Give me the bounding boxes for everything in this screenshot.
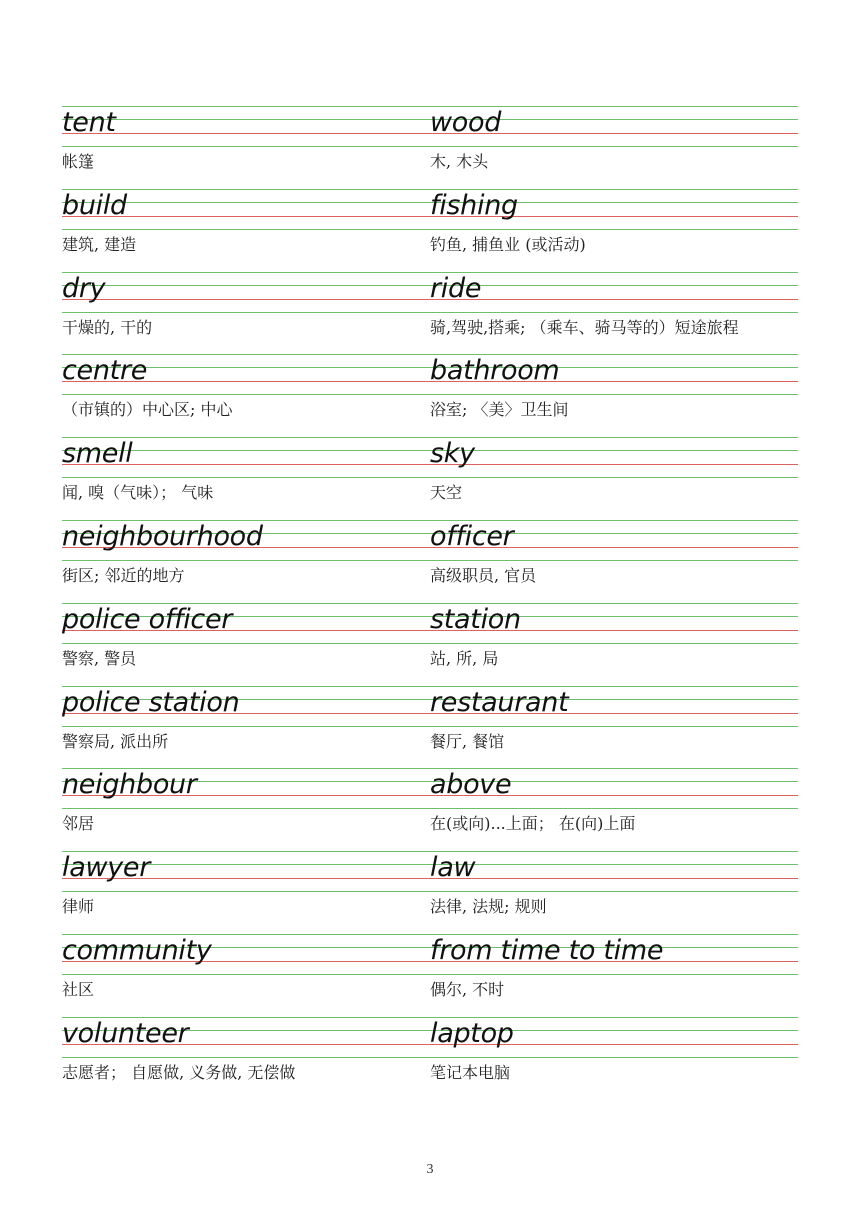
vocab-entry-right bbox=[430, 686, 798, 769]
chinese-meaning: 天空 bbox=[430, 483, 463, 503]
english-word: police station bbox=[62, 686, 240, 718]
english-word: from time to time bbox=[430, 934, 664, 966]
chinese-meaning: （市镇的）中心区; 中心 bbox=[62, 400, 233, 420]
chinese-meaning: 高级职员, 官员 bbox=[430, 565, 537, 585]
vocab-row bbox=[0, 354, 860, 437]
guide-rule bbox=[62, 119, 430, 120]
guide-rule bbox=[430, 726, 798, 727]
guide-rule bbox=[430, 229, 798, 230]
baseline-rule bbox=[430, 464, 798, 465]
chinese-meaning: 警察, 警员 bbox=[62, 648, 137, 668]
chinese-meaning: 社区 bbox=[62, 979, 95, 999]
chinese-meaning: 骑,驾驶,搭乘; （乘车、骑马等的）短途旅程 bbox=[430, 317, 739, 337]
chinese-meaning: 木, 木头 bbox=[430, 152, 489, 171]
handwriting-lines bbox=[0, 768, 430, 808]
vocab-entry-left bbox=[62, 189, 430, 272]
guide-rule bbox=[430, 891, 798, 892]
vocab-entry-right bbox=[430, 189, 798, 272]
guide-rule bbox=[62, 312, 430, 313]
handwriting-lines bbox=[430, 686, 798, 726]
english-word: lawyer bbox=[62, 852, 151, 884]
handwriting-lines bbox=[430, 520, 798, 560]
vocab-entry-right bbox=[430, 106, 798, 189]
vocab-entry-left bbox=[62, 437, 430, 520]
handwriting-lines bbox=[0, 1017, 430, 1057]
vocab-entry-right bbox=[430, 603, 798, 686]
english-word: police officer bbox=[62, 603, 233, 635]
guide-rule bbox=[430, 450, 798, 451]
english-word: dry bbox=[62, 272, 106, 304]
handwriting-lines bbox=[0, 189, 430, 229]
english-word: wood bbox=[430, 107, 502, 138]
vocab-entry-left bbox=[62, 272, 430, 355]
guide-rule bbox=[430, 394, 798, 395]
chinese-meaning: 闻, 嗅（气味）； 气味 bbox=[62, 483, 214, 503]
vocab-entry-right bbox=[430, 1017, 798, 1100]
page-number: 3 bbox=[426, 1162, 434, 1177]
chinese-meaning: 餐厅, 餐馆 bbox=[430, 731, 505, 751]
chinese-meaning: 律师 bbox=[62, 897, 95, 917]
handwriting-lines bbox=[0, 603, 430, 643]
guide-rule bbox=[62, 272, 430, 273]
vocab-row bbox=[0, 686, 860, 769]
vocab-entry-left bbox=[62, 851, 430, 934]
english-word: laptop bbox=[430, 1017, 514, 1049]
vocab-entry-right bbox=[430, 851, 798, 934]
handwriting-lines bbox=[0, 851, 430, 891]
guide-rule bbox=[62, 394, 430, 395]
english-word: neighbour bbox=[62, 769, 197, 801]
vocabulary-sheet bbox=[0, 106, 860, 1100]
vocab-row bbox=[0, 437, 860, 520]
handwriting-lines bbox=[0, 272, 430, 312]
baseline-rule bbox=[430, 299, 798, 300]
english-word: neighbourhood bbox=[62, 520, 263, 552]
handwriting-lines bbox=[0, 686, 430, 726]
guide-rule bbox=[62, 726, 430, 727]
vocab-entry-left bbox=[62, 686, 430, 769]
vocab-row bbox=[0, 1017, 860, 1100]
handwriting-lines bbox=[430, 272, 798, 312]
chinese-meaning: 站, 所, 局 bbox=[430, 648, 499, 668]
handwriting-lines bbox=[0, 354, 430, 394]
guide-rule bbox=[430, 272, 798, 273]
handwriting-lines bbox=[430, 437, 798, 477]
vocab-row bbox=[0, 603, 860, 686]
vocab-entry-right bbox=[430, 272, 798, 355]
chinese-meaning: 在(或向)...上面； 在(向)上面 bbox=[430, 814, 636, 834]
guide-rule bbox=[62, 560, 430, 561]
guide-rule bbox=[430, 1057, 798, 1058]
vocab-row bbox=[0, 768, 860, 851]
guide-rule bbox=[62, 477, 430, 478]
handwriting-lines bbox=[0, 934, 430, 974]
english-word: bathroom bbox=[430, 355, 560, 387]
handwriting-lines bbox=[430, 106, 798, 146]
vocab-entry-left bbox=[62, 354, 430, 437]
chinese-meaning: 邻居 bbox=[62, 814, 95, 834]
vocab-entry-left bbox=[62, 603, 430, 686]
vocab-entry-left bbox=[62, 934, 430, 1017]
chinese-meaning: 笔记本电脑 bbox=[430, 1062, 511, 1082]
english-word: above bbox=[430, 769, 512, 801]
guide-rule bbox=[430, 808, 798, 809]
vocab-entry-left bbox=[62, 1017, 430, 1100]
guide-rule bbox=[62, 974, 430, 975]
english-word: tent bbox=[62, 107, 116, 138]
chinese-meaning: 志愿者； 自愿做, 义务做, 无偿做 bbox=[62, 1062, 296, 1082]
chinese-meaning: 偶尔, 不时 bbox=[430, 979, 505, 999]
guide-rule bbox=[62, 643, 430, 644]
handwriting-lines bbox=[0, 520, 430, 560]
guide-rule bbox=[430, 560, 798, 561]
chinese-meaning: 干燥的, 干的 bbox=[62, 317, 153, 337]
handwriting-lines bbox=[430, 768, 798, 808]
guide-rule bbox=[430, 974, 798, 975]
english-word: station bbox=[430, 603, 521, 635]
baseline-rule bbox=[62, 299, 430, 300]
english-word: build bbox=[62, 189, 127, 221]
english-word: sky bbox=[430, 438, 475, 470]
english-word: fishing bbox=[430, 189, 518, 221]
english-word: restaurant bbox=[430, 686, 569, 718]
vocab-row bbox=[0, 851, 860, 934]
baseline-rule bbox=[62, 133, 430, 134]
chinese-meaning: 警察局, 派出所 bbox=[62, 731, 169, 751]
chinese-meaning: 浴室; 〈美〉卫生间 bbox=[430, 400, 569, 420]
vocab-entry-right bbox=[430, 768, 798, 851]
vocab-entry-right bbox=[430, 437, 798, 520]
vocab-row bbox=[0, 189, 860, 272]
handwriting-lines bbox=[430, 934, 798, 974]
chinese-meaning: 建筑, 建造 bbox=[62, 234, 137, 254]
guide-rule bbox=[430, 864, 798, 865]
baseline-rule bbox=[430, 878, 798, 879]
handwriting-lines bbox=[0, 437, 430, 477]
vocab-entry-right bbox=[430, 520, 798, 603]
guide-rule bbox=[62, 1057, 430, 1058]
guide-rule bbox=[62, 229, 430, 230]
guide-rule bbox=[430, 285, 798, 286]
guide-rule bbox=[430, 477, 798, 478]
chinese-meaning: 街区; 邻近的地方 bbox=[62, 565, 185, 585]
english-word: volunteer bbox=[62, 1017, 189, 1049]
guide-rule bbox=[430, 437, 798, 438]
handwriting-lines bbox=[430, 189, 798, 229]
chinese-meaning: 钓鱼, 捕鱼业 (或活动) bbox=[430, 234, 586, 254]
guide-rule bbox=[430, 312, 798, 313]
vocab-row bbox=[0, 934, 860, 1017]
english-word: officer bbox=[430, 520, 514, 552]
english-word: centre bbox=[62, 355, 148, 387]
english-word: smell bbox=[62, 438, 133, 470]
guide-rule bbox=[62, 146, 430, 147]
english-word: law bbox=[430, 852, 476, 884]
vocab-entry-left bbox=[62, 520, 430, 603]
handwriting-lines bbox=[430, 1017, 798, 1057]
vocab-entry-left bbox=[62, 768, 430, 851]
chinese-meaning: 帐篷 bbox=[62, 152, 95, 171]
vocab-row bbox=[0, 272, 860, 355]
handwriting-lines bbox=[430, 603, 798, 643]
vocab-entry-left bbox=[62, 106, 430, 189]
guide-rule bbox=[62, 106, 430, 107]
guide-rule bbox=[62, 891, 430, 892]
handwriting-lines bbox=[430, 354, 798, 394]
guide-rule bbox=[430, 146, 798, 147]
vocab-entry-right bbox=[430, 354, 798, 437]
vocab-row bbox=[0, 106, 860, 189]
chinese-meaning: 法律, 法规; 规则 bbox=[430, 897, 547, 917]
english-word: ride bbox=[430, 272, 482, 304]
vocab-row bbox=[0, 520, 860, 603]
guide-rule bbox=[430, 851, 798, 852]
english-word: community bbox=[62, 934, 212, 966]
guide-rule bbox=[430, 643, 798, 644]
guide-rule bbox=[62, 285, 430, 286]
vocab-entry-right bbox=[430, 934, 798, 1017]
guide-rule bbox=[62, 808, 430, 809]
handwriting-lines bbox=[0, 106, 430, 146]
handwriting-lines bbox=[430, 851, 798, 891]
